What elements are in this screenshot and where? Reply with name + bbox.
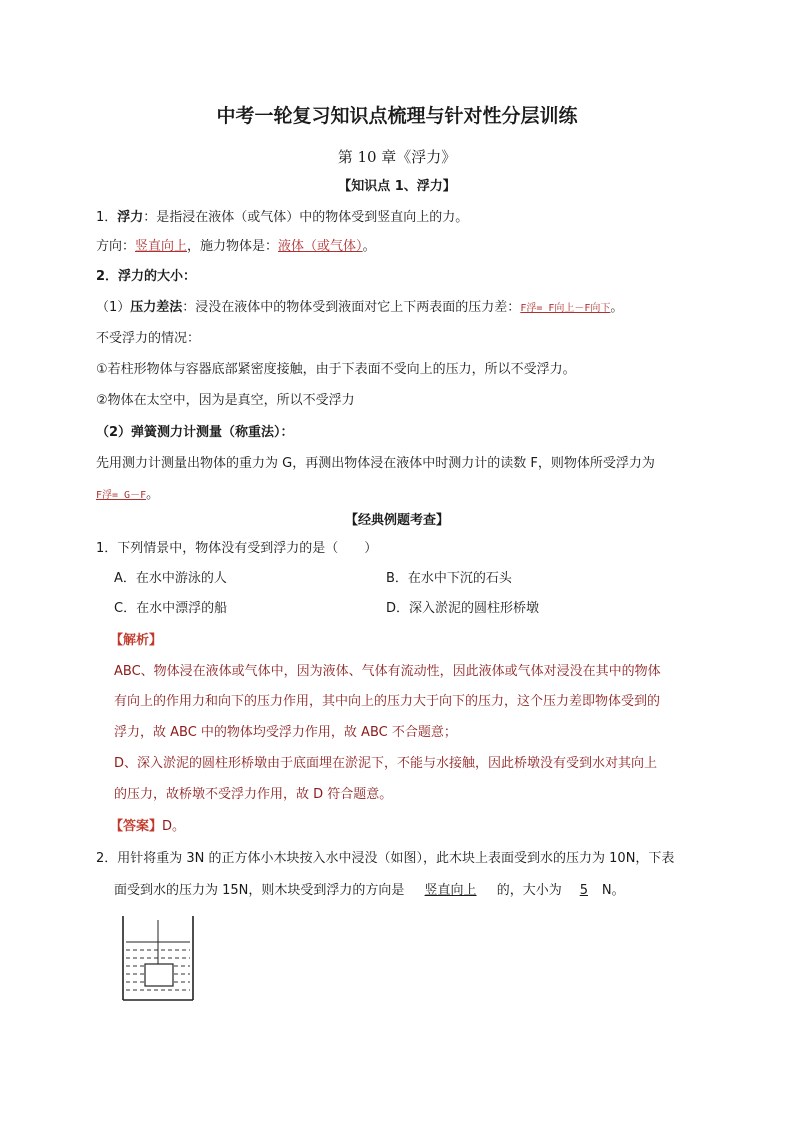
source-label: ，施力物体是： — [187, 239, 279, 254]
magnitude-heading: 2．浮力的大小： — [96, 269, 197, 284]
definition-text: ：是指浸在液体（或气体）中的物体受到竖直向上的力。 — [143, 210, 469, 225]
answer-value: D。 — [162, 819, 186, 834]
analysis-label: 【解析】 — [110, 633, 163, 648]
direction-line: 方向：竖直向上，施力物体是：液体（或气体）。 — [96, 239, 376, 254]
pressure-difference-line: （1）压力差法：浸没在液体中的物体受到液面对它上下两表面的压力差：F浮= F向上－F向下。 — [96, 300, 624, 315]
spring-scale-heading: （2）弹簧测力计测量（称重法）： — [96, 425, 294, 440]
analysis-line-3: 浮力，故 ABC 中的物体均受浮力作用，故 ABC 不合题意； — [114, 725, 457, 740]
no-buoyancy-heading: 不受浮力的情况： — [96, 331, 201, 346]
formula-pressure-difference: F浮= F向上－F向下 — [520, 303, 611, 314]
knowledge-point-header: 【知识点 1、浮力】 — [338, 179, 456, 194]
analysis-line-5: 的压力，故桥墩不受浮力作用，故 D 符合题意。 — [114, 787, 393, 802]
answer-label: 【答案】 — [110, 819, 163, 834]
direction-answer: 竖直向上 — [135, 239, 188, 254]
definition-line — [96, 209, 468, 227]
option-d: D．深入淤泥的圆柱形桥墩 — [386, 601, 540, 616]
page-title: 中考一轮复习知识点梳理与针对性分层训练 — [216, 105, 578, 127]
case-1: ①若柱形物体与容器底部紧密度接触，由于下表面不受向上的压力，所以不受浮力。 — [96, 362, 576, 377]
analysis-line-2: 有向上的作用力和向下的压力作用，其中向上的压力大于向下的压力，这个压力差即物体受到的 — [114, 694, 661, 709]
direction-label: 方向： — [96, 239, 136, 254]
term-pressure-difference: 压力差法 — [130, 300, 183, 315]
formula-weighing: F浮= G－F — [96, 490, 147, 501]
question-2-line-1: 2．用针将重为 3N 的正方体小木块按入水中浸没（如图），此木块上表面受到水的压力为 10N，下表 — [96, 851, 675, 866]
beaker-figure — [118, 914, 198, 1002]
case-2: ②物体在太空中，因为是真空，所以不受浮力 — [96, 393, 355, 408]
blank-direction: 竖直向上 — [424, 883, 477, 898]
spring-scale-formula-line: F浮= G－F。 — [96, 487, 160, 502]
analysis-line-1: ABC、物体浸在液体或气体中，因为液体、气体有流动性，因此液体或气体对浸没在其中的物体 — [114, 664, 661, 679]
analysis-line-4: D、深入淤泥的圆柱形桥墩由于底面埋在淤泥下，不能与水接触，因此桥墩没有受到水对其向上 — [114, 756, 658, 771]
spring-scale-text: 先用测力计测量出物体的重力为 G，再测出物体浸在液体中时测力计的读数 F，则物体所受浮力为 — [96, 456, 655, 471]
examples-header: 【经典例题考查】 — [344, 513, 449, 528]
option-a: A．在水中游泳的人 — [114, 571, 227, 586]
question-2-line-2: 面受到水的压力为 15N，则木块受到浮力的方向是 竖直向上 的，大小为 5 N。 — [114, 883, 625, 898]
blank-magnitude: 5 — [579, 883, 588, 898]
option-b: B．在水中下沉的石头 — [386, 571, 512, 586]
source-answer: 液体（或气体） — [278, 239, 363, 254]
chapter-title: 第 10 章《浮力》 — [337, 148, 457, 166]
term-buoyancy: 浮力 — [117, 210, 144, 225]
item-number: 1． — [96, 210, 118, 225]
question-1: 1．下列情景中，物体没有受到浮力的是（ ） — [96, 541, 378, 556]
option-c: C．在水中漂浮的船 — [114, 601, 228, 616]
wood-block — [145, 964, 173, 986]
answer-line — [110, 818, 185, 836]
